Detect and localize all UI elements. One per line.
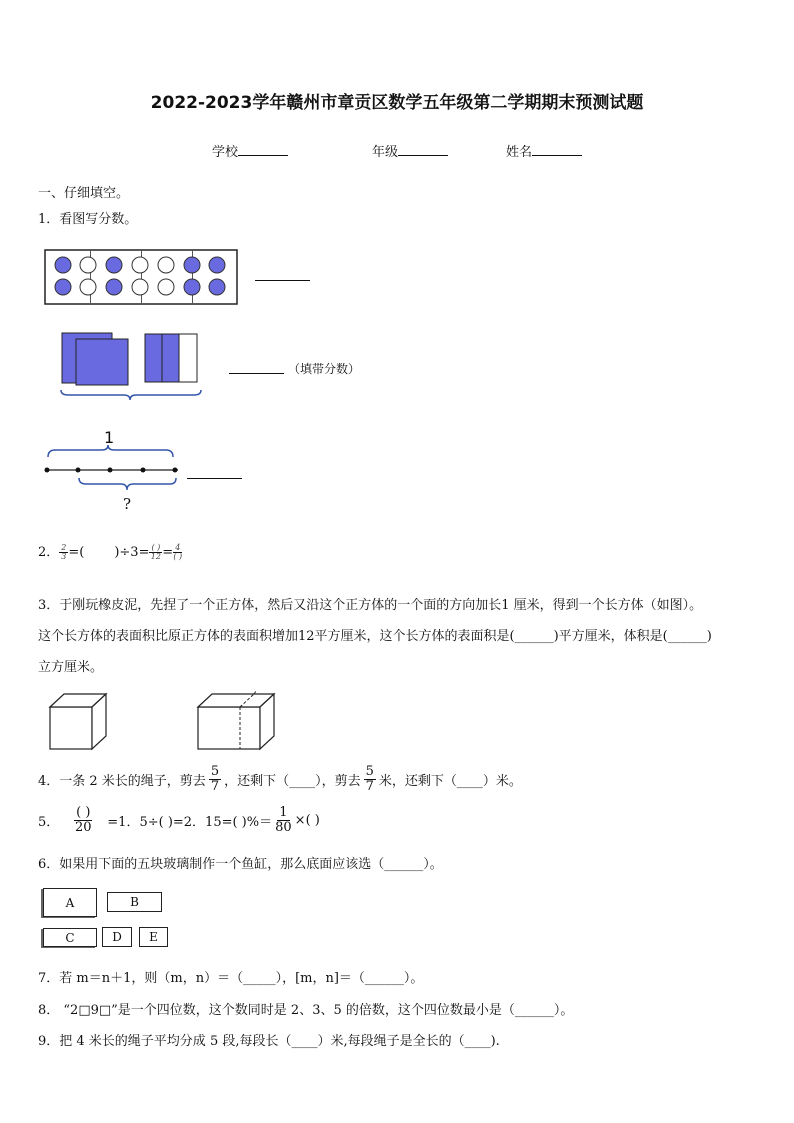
number-line-question-mark: ? [123,495,132,513]
answer-blank-2[interactable] [229,373,284,374]
grade-label: 年级 [372,145,399,160]
question-1: 1．看图写分数。 [38,212,138,227]
grade-blank[interactable] [398,143,448,156]
q5-fraction-2: $\frac{1}{80}$ [275,805,292,835]
glass-piece-a[interactable]: A [43,888,97,917]
name-blank[interactable] [532,143,582,156]
name-label: 姓名 [506,145,533,160]
q4-fraction-2: $\frac{5}{7}$ [365,764,374,794]
question-3-line-3: 立方厘米。 [38,660,104,675]
q5-fraction-1: $\frac{( )}{20}$ [75,805,92,835]
q2-prefix: 2． [38,545,60,560]
q4-fraction-1: $\frac{5}{7}$ [210,764,220,794]
question-7: 7．若 m＝n＋1，则（m，n）＝（_____），[m，n]＝（______）。 [38,971,424,986]
glass-piece-c[interactable]: C [43,928,97,947]
number-line-label-one: 1 [104,428,115,447]
q2-fraction-2: $\frac{( )}{12}$ [150,542,161,561]
glass-piece-d[interactable]: D [102,927,132,947]
question-6: 6．如果用下面的五块玻璃制作一个鱼缸，那么底面应该选（______）。 [38,857,443,872]
q2-fraction-1: $\frac{2}{3}$ [61,542,67,561]
school-blank[interactable] [238,143,288,156]
answer-blank-1[interactable] [255,280,310,281]
name-field [506,141,582,160]
page-title: 2022-2023学年赣州市章贡区数学五年级第二学期期末预测试题 [150,93,644,113]
cube-figures [46,690,286,754]
number-line-figure [40,444,190,494]
question-3-line-1: 3．于刚玩橡皮泥，先捏了一个正方体，然后又沿这个正方体的一个面的方向加长1 厘米，得到一个长方体（如图）。 [38,598,703,613]
grade-field [372,141,448,160]
school-label: 学校 [212,145,239,160]
question-5: 5． $\frac{( )}{20}$ =1．5÷( )=2．15=( )%＝ $\frac{1}{80}$ ×( ) [38,805,320,835]
circle-grid-figure [44,249,239,306]
section-heading: 一、仔细填空。 [38,186,130,201]
question-9: 9．把 4 米长的绳子平均分成 5 段,每段长（____）米,每段绳子是全长的（____). [38,1034,500,1049]
question-4: 4．一条 2 米长的绳子，剪去 $\frac{5}{7}$ ，还剩下（____），剪去 $\frac{5}{7}$ 米，还剩下（____）米。 [38,764,522,794]
question-3-line-2: 这个长方体的表面积比原正方体的表面积增加12平方厘米，这个长方体的表面积是(______)平方厘米，体积是(______) [38,629,712,644]
question-2: 2． $\frac{2}{3}$ =( )÷3= $\frac{( )}{12}$ = $\frac{4}{( )}$ [38,542,183,561]
glass-piece-b[interactable]: B [107,892,162,912]
mixed-number-hint: （填带分数） [288,362,361,376]
glass-piece-e[interactable]: E [139,927,168,947]
q2-fraction-3: $\frac{4}{( )}$ [173,542,183,561]
question-8: 8． “2□9□”是一个四位数，这个数同时是 2、3、5 的倍数，这个四位数最小是（______）。 [38,1003,574,1018]
school-field [212,141,288,160]
squares-figure [58,332,206,402]
answer-blank-3[interactable] [187,478,242,479]
